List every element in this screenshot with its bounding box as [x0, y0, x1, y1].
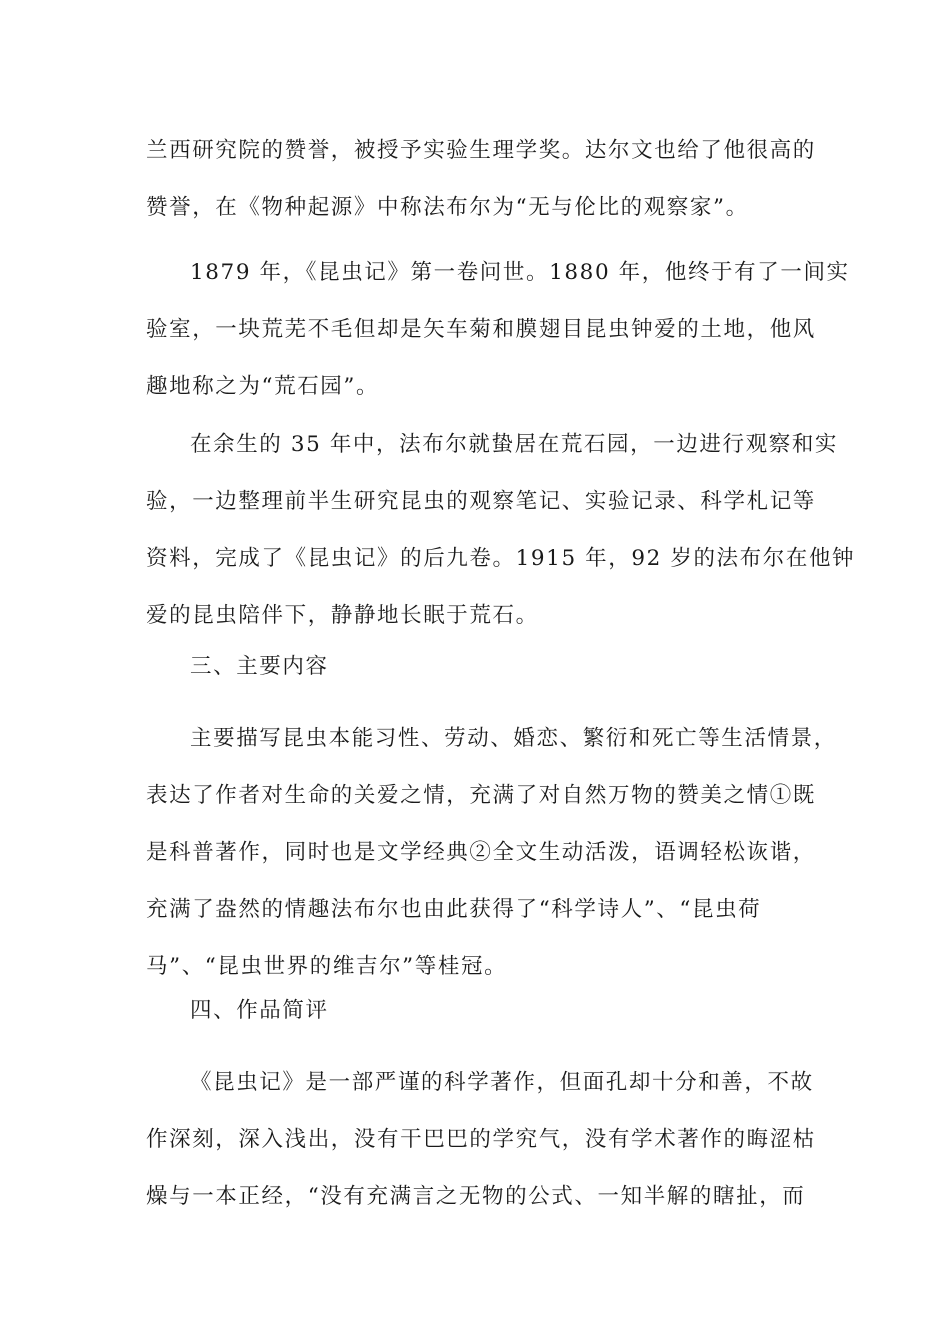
text-line: 马”、“昆虫世界的维吉尔”等桂冠。	[146, 954, 508, 979]
text-line: 是科普著作，同时也是文学经典②全文生动活泼，语调轻松诙谐，	[146, 840, 816, 865]
text-line: 验室，一块荒芜不毛但却是矢车菊和膜翅目昆虫钟爱的土地，他风	[146, 317, 816, 342]
text-line: 作深刻，深入浅出，没有干巴巴的学究气，没有学术著作的晦涩枯	[146, 1127, 816, 1152]
text-line: 充满了盎然的情趣法布尔也由此获得了“科学诗人”、“昆虫荷	[146, 897, 762, 922]
section-heading-review	[146, 982, 816, 1039]
text-line: 《昆虫记》是一部严谨的科学著作，但面孔却十分和善，不故	[190, 1070, 814, 1095]
text-line: 赞誉，在《物种起源》中称法布尔为“无与伦比的观察家”。	[146, 195, 749, 220]
paragraph-main-content	[146, 710, 837, 995]
text-line: 主要描写昆虫本能习性、劳动、婚恋、繁衍和死亡等生活情景，	[190, 726, 837, 751]
heading-text: 三、主要内容	[190, 654, 329, 679]
paragraph-review	[146, 1054, 816, 1225]
text-line: 在余生的 35 年中，法布尔就蛰居在荒石园，一边进行观察和实	[190, 432, 839, 457]
paragraph-award	[146, 122, 816, 236]
text-line: 资料，完成了《昆虫记》的后九卷。1915 年，92 岁的法布尔在他钟	[146, 546, 856, 571]
section-heading-main-content	[146, 638, 816, 695]
paragraph-first-volume	[146, 244, 850, 415]
text-line: 表达了作者对生命的关爱之情，充满了对自然万物的赞美之情①既	[146, 783, 816, 808]
paragraph-later-life	[146, 416, 856, 644]
heading-text: 四、作品简评	[190, 998, 329, 1023]
text-line: 趣地称之为“荒石园”。	[146, 374, 380, 399]
text-line: 1879 年，《昆虫记》第一卷问世。1880 年，他终于有了一间实	[190, 260, 850, 285]
text-line: 燥与一本正经，“没有充满言之无物的公式、一知半解的瞎扯，而	[146, 1184, 806, 1209]
text-line: 验，一边整理前半生研究昆虫的观察笔记、实验记录、科学札记等	[146, 489, 816, 514]
text-line: 爱的昆虫陪伴下，静静地长眠于荒石。	[146, 603, 539, 628]
text-line: 兰西研究院的赞誉，被授予实验生理学奖。达尔文也给了他很高的	[146, 138, 816, 163]
